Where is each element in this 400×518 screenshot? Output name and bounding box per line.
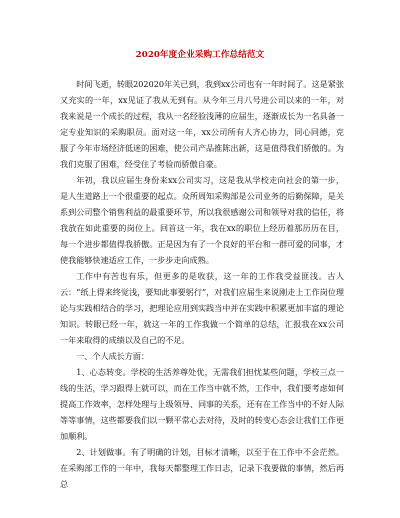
paragraph: 1、心态转变。学校的生活养尊处优，无需我们担忧某些问题，学校三点一线的生活，学习跟得上就可以，而在工作当中就不然，工作中，我们要考虑如何提高工作效率，怎样处理与上级领导、同事的关系，还有在工作当中的不好人际等等事情，这些都要我们以一颗平常心去对待，及时的转变心态会让我们工作更加顺利。 bbox=[60, 367, 344, 441]
paragraph: 时间飞逝，转眼202020年关已到，我到xx公司也有一年时间了。这是紧张又充实的一年，xx见证了我从无到有。从今年三月八号进公司以来的一年，对我来说是一个成长的过程，我从一名经验浅薄的应届生，逐渐成长为一名具备一定专业知识的采购职员。面对这一年，xx公司所有人齐心协力，同心同德，克服了今年市场经济低迷的困难，使公司产品推陈出新，这是值得我们骄傲的。为我们克服了困难，经受住了考验而骄傲自豪。 bbox=[60, 79, 344, 169]
paragraph: 2、计划做事。有了明确的计划，目标才清晰，以至于在工作中不会茫然。在采购部工作的一年中，我每天都整理工作日志，记录下我要做的事情，然后再总 bbox=[60, 447, 344, 489]
document-body bbox=[60, 76, 344, 492]
section-heading: 一、个人成长方面： bbox=[76, 351, 150, 361]
document-title: 2020年度企业采购工作总结范文 bbox=[135, 50, 265, 60]
paragraph: 工作中有苦也有乐，但更多的是收获，这一年的工作我受益匪浅。古人云：“纸上得来终觉浅，要知此事要躬行”，对我们应届生来说刚走上工作岗位理论与实践相结合的学习，把理论应用到实践当中并在实践中积累更加丰富的理论知识。转眼已经一年，就这一年的工作我做一个简单的总结，汇报我在xx公司一年来取得的成绩以及自己的不足。 bbox=[60, 271, 344, 345]
paragraph: 年初，我以应届生身份来xx公司实习，这是我从学校走向社会的第一步，是人生道路上一个很重要的起点。众所周知采购部是公司业务的后勤保障，是关系到公司整个销售利益的最重要环节，所以我很感谢公司和领导对我的信任，将我放在如此重要的岗位上。回首这一年，我在xx的职位上经历着那历历在目，每一个进步都值得我骄傲。正是因为有了一个良好的平台和一群可爱的同事，才使我能够快速适应工作，一步步走向成熟。 bbox=[60, 175, 344, 265]
